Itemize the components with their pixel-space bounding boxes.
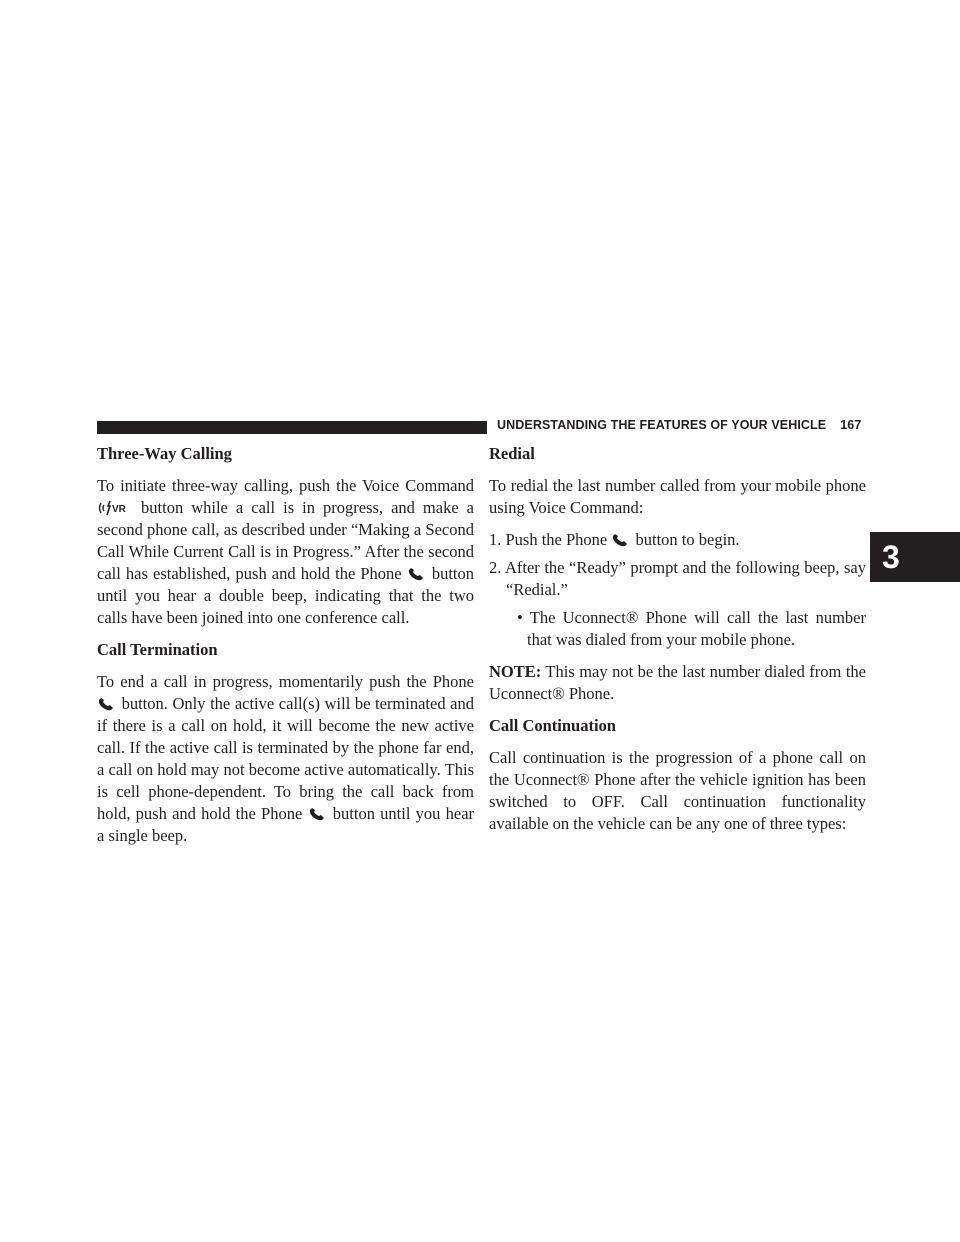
text-segment: button until you hear a double beep, indicating that the two calls have been joined into one conference call. [97,564,474,627]
running-header [497,418,867,432]
heading-redial: Redial [489,444,535,463]
heading-three-way-calling: Three-Way Calling [97,444,232,463]
phone-icon [611,534,629,548]
text-segment: button until you hear a single beep. [97,804,475,845]
note-paragraph [489,661,866,705]
svg-text:VR: VR [112,504,126,515]
bullet-text: The Uconnect® Phone will call the last number that was dialed from your mobile phone. [527,608,867,649]
heading-call-continuation: Call Continuation [489,716,616,735]
section-title: UNDERSTANDING THE FEATURES OF YOUR VEHICLE [497,418,827,432]
text-segment: button while a call is in progress, and make a second phone call, as described under “Making a Second Call While Current Call is in Progress.” After the second call has established, push and hold the Phone [97,498,474,583]
page-number: 167 [840,418,862,432]
text-segment: button to begin. [635,530,740,549]
paragraph-redial-intro: To redial the last number called from your mobile phone using Voice Command: [489,476,866,517]
left-column [97,443,474,857]
phone-icon [308,808,326,822]
bullet-item [517,607,866,651]
chapter-number: 3 [882,539,900,575]
heading-call-termination: Call Termination [97,640,218,659]
voice-command-icon [97,500,131,516]
note-text: This may not be the last number dialed from the Uconnect® Phone. [489,662,866,703]
phone-icon [407,568,425,582]
chapter-tab [870,532,960,582]
text-segment: To initiate three-way calling, push the Voice Command [97,476,474,495]
bullet-mark: • [517,608,523,627]
header-bar [97,421,487,434]
list-item-step-1 [489,529,866,551]
text-segment: button. Only the active call(s) will be terminated and if there is a call on hold, it will become the new active call. If the active call is terminated by the phone far end, a call on hold may not become active automatically. This is cell phone-dependent. To bring the call back from hold, push and hold the Phone [97,694,474,823]
paragraph-call-continuation: Call continuation is the progression of a phone call on the Uconnect® Phone after the vehicle ignition has been switched to OFF. Call continuation functionality available on the vehicle can be any one of three types: [489,748,866,833]
right-column [489,443,866,845]
note-label: NOTE: [489,662,542,681]
paragraph-three-way-calling [97,475,474,629]
text-segment: 1. Push the Phone [489,530,608,549]
paragraph-call-termination [97,671,474,847]
list-item-step-2: 2. After the “Ready” prompt and the following beep, say “Redial.” [489,558,866,599]
text-segment: To end a call in progress, momentarily push the Phone [97,672,474,691]
phone-icon [97,698,115,712]
